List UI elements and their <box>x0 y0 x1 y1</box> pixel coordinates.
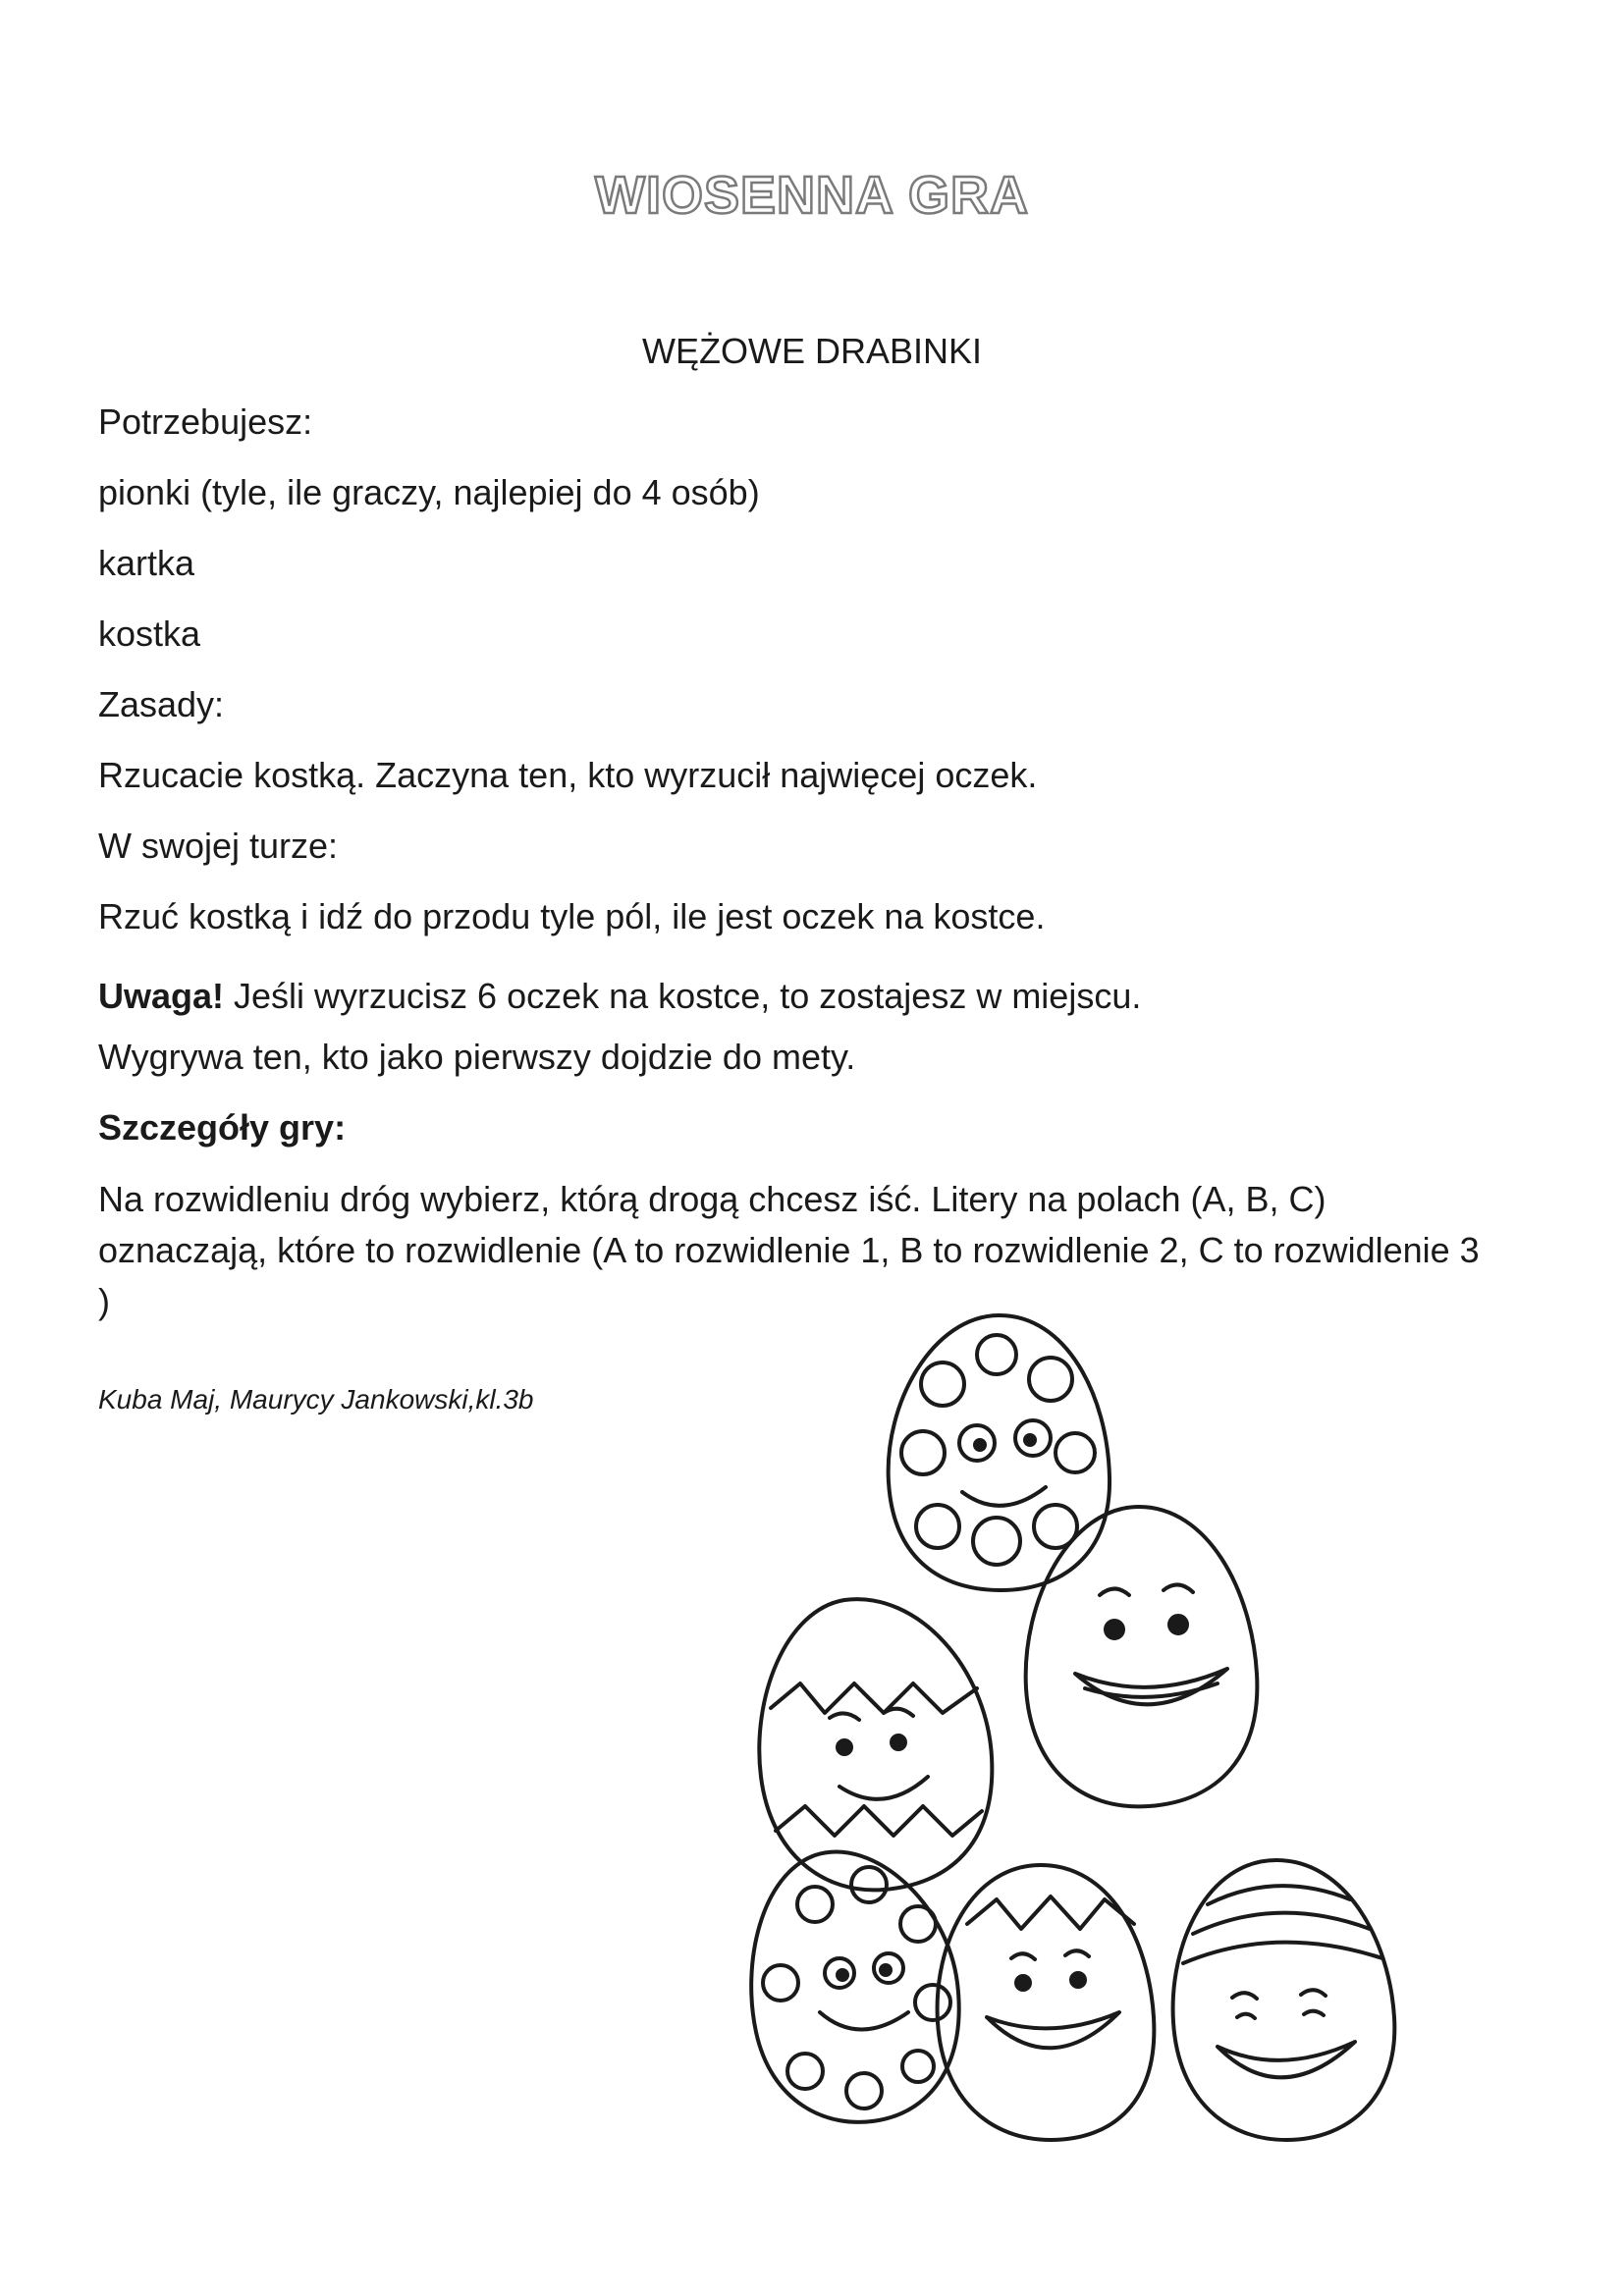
win-rule: Wygrywa ten, kto jako pierwszy dojdzie do mety. <box>98 1037 856 1077</box>
egg-bottom-right <box>1173 1860 1395 2140</box>
easter-eggs-pyramid-icon <box>746 1296 1414 2160</box>
page-title: WIOSENNA GRA <box>595 166 1029 225</box>
warning-text: Jeśli wyrzucisz 6 oczek na kostce, to zostajesz w miejscu. <box>224 976 1142 1016</box>
rules-start: Rzucacie kostką. Zaczyna ten, kto wyrzucił najwięcej oczek. <box>98 755 1038 795</box>
egg-middle-right <box>1026 1507 1258 1806</box>
details-text: Na rozwidleniu dróg wybierz, którą drogą chcesz iść. Litery na polach (A, B, C) oznaczają, które to rozwidlenie (A to rozwidlenie 1, B to rozwidlenie 2, C to rozwidlenie 3 ) <box>98 1179 1480 1321</box>
warning <box>98 972 1141 1021</box>
material-item-paper: kartka <box>98 543 195 583</box>
material-item-dice: kostka <box>98 614 201 654</box>
rules-heading: Zasady: <box>98 684 225 724</box>
author: Kuba Maj, Maurycy Jankowski,kl.3b <box>98 1384 534 1415</box>
egg-bottom-middle <box>938 1865 1155 2140</box>
details-heading: Szczegóły gry: <box>98 1107 347 1148</box>
egg-bottom-left <box>751 1852 959 2122</box>
turn-rule: Rzuć kostką i idź do przodu tyle pól, ile jest oczek na kostce. <box>98 896 1046 936</box>
material-item-pawns: pionki (tyle, ile graczy, najlepiej do 4 osób) <box>98 472 760 512</box>
egg-top <box>889 1315 1110 1590</box>
turn-heading: W swojej turze: <box>98 826 339 866</box>
materials-heading: Potrzebujesz: <box>98 401 313 442</box>
game-title: WĘŻOWE DRABINKI <box>641 331 982 371</box>
egg-middle-left <box>759 1599 992 1890</box>
warning-label: Uwaga! <box>98 976 225 1016</box>
